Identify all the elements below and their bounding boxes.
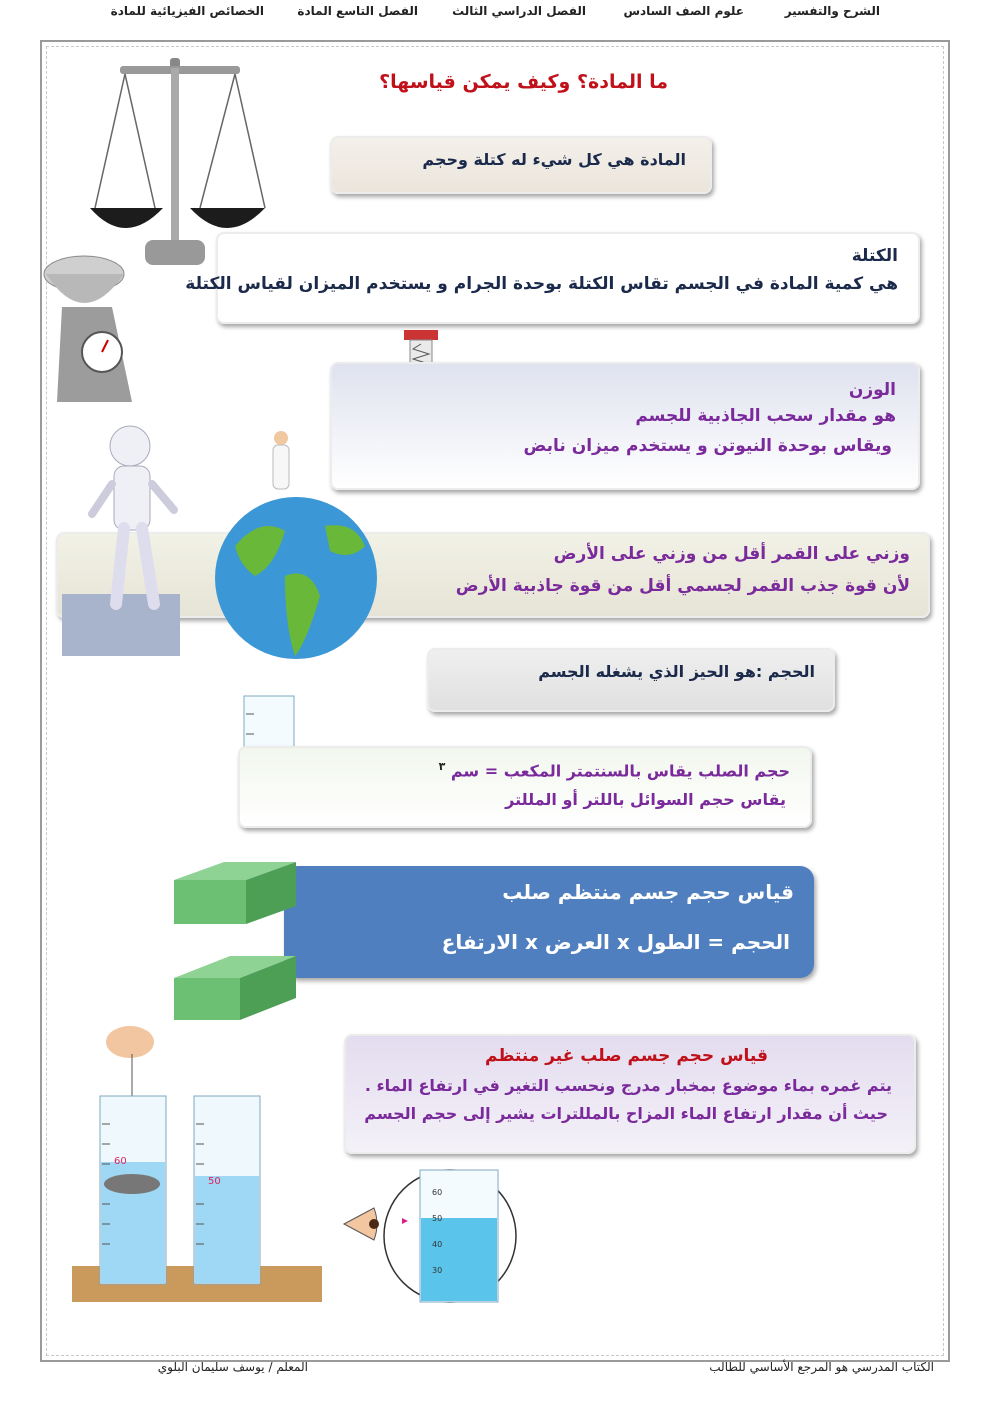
- regular-solid-formula: الحجم = الطول x العرض x الارتفاع: [441, 930, 790, 954]
- header-chapter: الفصل التاسع المادة: [297, 4, 418, 18]
- moon-line2: لأن قوة جذب القمر لجسمي أقل من قوة جاذبية الأرض: [455, 576, 910, 596]
- regular-solid-card: [284, 866, 814, 978]
- volume-definition-card: [427, 648, 835, 712]
- kitchen-scale-illustration: [42, 252, 142, 407]
- cube-superscript: ٣: [438, 760, 446, 773]
- footer-note: الكتاب المدرسي هو المرجع الأساسي للطالب: [709, 1360, 934, 1374]
- weight-line1: هو مقدار سحب الجاذبية للجسم: [635, 406, 896, 426]
- footer-teacher: المعلم / يوسف سليمان البلوي: [157, 1360, 308, 1374]
- irregular-solid-line2: حيث أن مقدار ارتفاع الماء المزاح بالمللترات يشير إلى حجم الجسم: [364, 1104, 888, 1123]
- earth-globe-illustration: [215, 426, 377, 666]
- zoom-mark-40: 40: [432, 1240, 443, 1249]
- irregular-solid-line1: يتم غمره بماء موضوع بمخبار مدرج ونحسب التغير في ارتفاع الماء .: [364, 1076, 892, 1095]
- volume-definition-text: الحجم :هو الحيز الذي يشغله الجسم: [538, 662, 815, 681]
- weight-title: الوزن: [848, 380, 896, 400]
- weight-card: [330, 362, 920, 490]
- green-block-top: [174, 862, 296, 926]
- zoom-mark-30: 30: [432, 1266, 443, 1275]
- right-cylinder-mark: 50: [208, 1176, 221, 1187]
- header-term: الفصل الدراسي الثالث: [452, 4, 586, 18]
- solid-volume-unit: حجم الصلب يقاس بالسنتمتر المكعب = سم: [450, 761, 790, 781]
- weight-line2: ويقاس بوحدة النيوتن و يستخدم ميزان نابض: [523, 436, 892, 456]
- moon-line1: وزني على القمر أقل من وزني على الأرض: [553, 544, 910, 564]
- mass-title: الكتلة: [851, 246, 898, 266]
- volume-units-card: [238, 746, 812, 828]
- moon-weight-card: [56, 532, 930, 618]
- regular-solid-title: قياس حجم جسم منتظم صلب: [502, 880, 794, 904]
- header-lesson: الخصائص الفيزيائية للمادة: [110, 4, 264, 18]
- matter-definition-text: المادة هي كل شيء له كتلة وحجم: [422, 150, 686, 169]
- irregular-solid-card: [344, 1034, 916, 1154]
- header-subject: علوم الصف السادس: [623, 4, 744, 18]
- liquid-volume-unit: يقاس حجم السوائل باللتر أو المللتر: [505, 790, 786, 809]
- green-block-bottom: [174, 956, 296, 1022]
- header-explanation: الشرح والتفسير: [784, 4, 880, 18]
- zoom-mark-60: 60: [432, 1188, 443, 1197]
- displacement-cylinders-illustration: [72, 1024, 322, 1304]
- reading-eye-illustration: [340, 1166, 520, 1306]
- mass-card: [185, 232, 920, 324]
- astronaut-illustration: [62, 424, 182, 656]
- left-cylinder-mark: 60: [114, 1156, 127, 1167]
- matter-definition-card: [330, 136, 712, 194]
- irregular-solid-title: قياس حجم جسم صلب غير منتظم: [484, 1046, 768, 1066]
- mass-text: هي كمية المادة في الجسم تقاس الكتلة بوحدة الجرام و يستخدم الميزان لقياس الكتلة: [185, 274, 898, 294]
- page-title: ما المادة؟ وكيف يمكن قياسها؟: [379, 71, 668, 93]
- zoom-mark-50: 50: [432, 1214, 443, 1223]
